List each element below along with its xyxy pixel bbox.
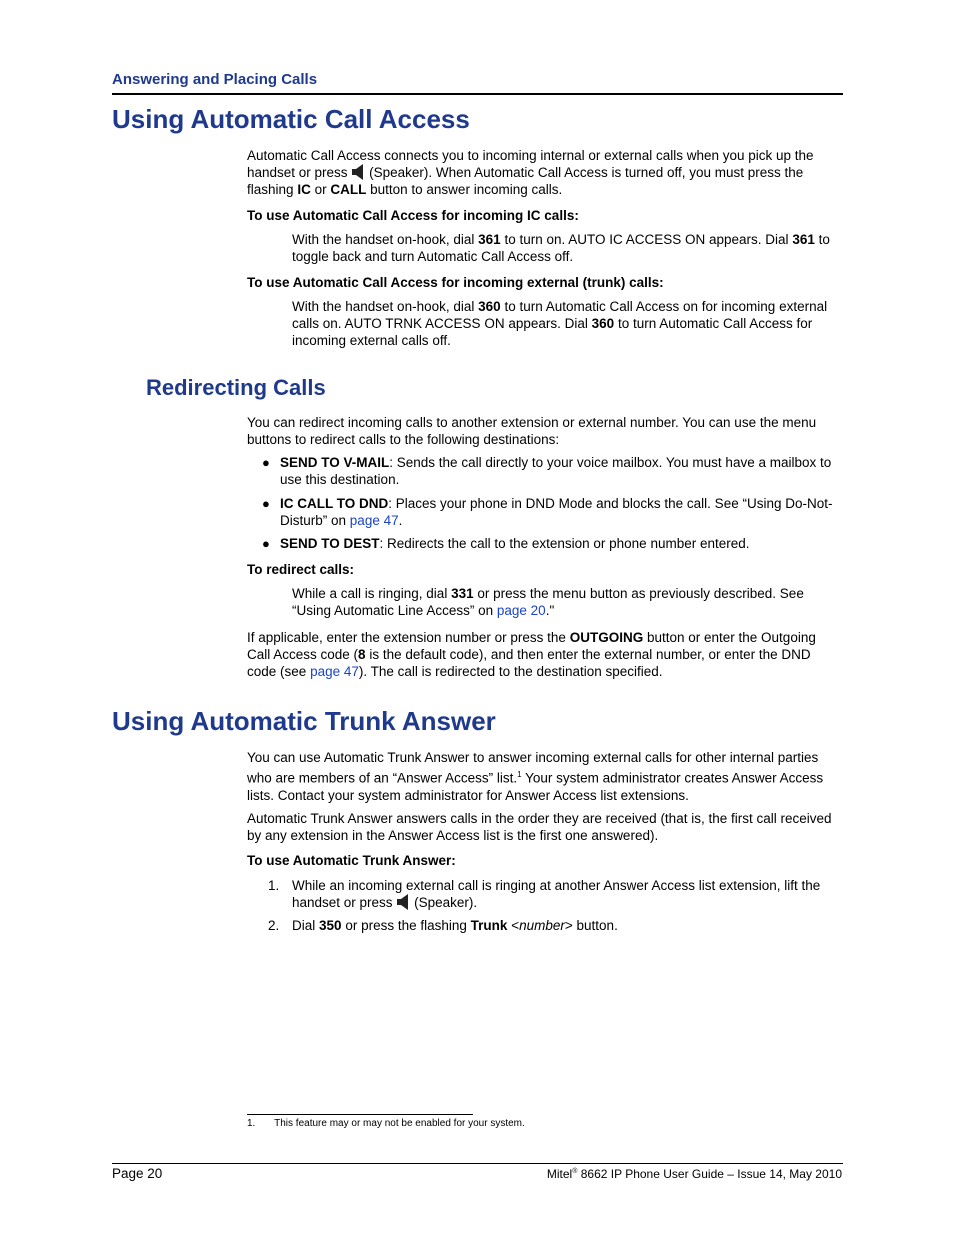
footer-title: [547, 1167, 842, 1181]
step-number: 1.: [268, 878, 280, 893]
step-2-text-c: button.: [576, 918, 618, 933]
step-2-gt: >: [564, 918, 573, 933]
procedure-ic-text: [292, 231, 844, 265]
page-47-link[interactable]: page 47: [310, 664, 359, 679]
intro-text-1: Automatic Call Access connects you to incoming internal or external calls when you pick up the handset or press: [247, 148, 814, 180]
outgoing-key: OUTGOING: [569, 630, 644, 645]
procedure-heading-redirect: To redirect calls:: [247, 562, 355, 577]
procedure-external-text: [292, 298, 844, 349]
section-title-auto-trunk-answer: Using Automatic Trunk Answer: [112, 706, 496, 736]
redirect-text-1: While a call is ringing, dial: [292, 586, 448, 601]
page-number: Page 20: [112, 1166, 163, 1181]
outgoing-code: 8: [358, 647, 366, 662]
ext-text-2: to turn Automatic Call Access on for incoming external calls on. AUTO TRNK ACCESS ON appears. Dial: [292, 299, 828, 331]
step-2-lt: <: [511, 918, 520, 933]
running-header: Answering and Placing Calls: [112, 71, 318, 88]
footnote-text: This feature may or may not be enabled for your system.: [274, 1118, 525, 1129]
ic-text-2: to turn on. AUTO IC ACCESS ON appears. Dial: [504, 232, 789, 247]
footer-registered-mark: ®: [572, 1168, 578, 1175]
footnote: [247, 1118, 525, 1129]
ext-code-1: 360: [478, 299, 501, 314]
step-2-text-b: or press the flashing: [345, 918, 467, 933]
bullet-ic-call-to-dnd: [262, 495, 842, 529]
bullet-dot: ●: [262, 455, 270, 470]
footer-guide-title: 8662 IP Phone User Guide – Issue 14, May 2010: [580, 1167, 842, 1181]
redirect-code: 331: [451, 586, 474, 601]
procedure-heading-external: To use Automatic Call Access for incoming external (trunk) calls:: [247, 275, 664, 290]
auto-call-access-intro: [247, 147, 841, 198]
speaker-icon: [397, 894, 409, 910]
trunk-intro-a: You can use Automatic Trunk Answer to answer incoming external calls for other internal parties who are members of an “Answer Access” list.: [247, 750, 819, 786]
intro-end: button to answer incoming calls.: [370, 182, 563, 197]
step-2-text-a: Dial: [292, 918, 316, 933]
redirecting-outgoing-paragraph: [247, 629, 841, 680]
page-47-link[interactable]: page 47: [349, 513, 399, 528]
bullet-text: : Sends the call directly to your voice mailbox. You must have a mailbox to use this destination.: [280, 455, 832, 487]
page-20-link[interactable]: page 20: [496, 603, 546, 618]
intro-or: or: [314, 182, 327, 197]
outgoing-text-1: If applicable, enter the extension number or press the: [247, 630, 566, 645]
footnote-rule: [247, 1114, 473, 1115]
intro-ic-key: IC: [297, 182, 311, 197]
bullet-term: IC CALL TO DND: [280, 496, 389, 511]
ext-code-2: 360: [591, 316, 615, 331]
step-number: 2.: [268, 918, 280, 933]
step-1-text-b: (Speaker).: [414, 895, 478, 910]
procedure-redirect-text: [292, 585, 844, 619]
redirect-text-2: or press the menu button as previously described. See “Using Automatic Line Access” on: [292, 586, 804, 618]
outgoing-text-4: ). The call is redirected to the destination specified.: [358, 664, 663, 679]
redirecting-intro: You can redirect incoming calls to another extension or external number. You can use the menu buttons to redirect calls to the following destinations:: [247, 415, 817, 447]
step-2-trunk-key: Trunk: [470, 918, 508, 933]
step-2: [268, 917, 843, 934]
step-1-text-a: While an incoming external call is ringing at another Answer Access list extension, lift the handset or press: [292, 878, 821, 910]
footer-rule: [112, 1163, 843, 1164]
bullet-after: .: [398, 513, 403, 528]
step-2-code: 350: [319, 918, 342, 933]
ic-text-3: to toggle back and turn Automatic Call Access off.: [292, 232, 830, 264]
trunk-intro-b: Your system administrator creates Answer Access lists. Contact your system administrator for Answer Access list extensions.: [247, 770, 824, 803]
bullet-text: : Redirects the call to the extension or phone number entered.: [379, 536, 750, 551]
step-1: [268, 877, 843, 911]
ext-text-3: to turn Automatic Call Access for incoming external calls off.: [292, 316, 813, 348]
outgoing-text-2: button or enter the Outgoing Call Access code (: [247, 630, 816, 662]
ic-code-2: 361: [792, 232, 815, 247]
bullet-term: SEND TO DEST: [280, 536, 380, 551]
ext-text-1: With the handset on-hook, dial: [292, 299, 475, 314]
trunk-answer-intro: [247, 749, 841, 804]
procedure-heading-trunk: To use Automatic Trunk Answer:: [247, 853, 456, 868]
speaker-icon: [352, 164, 364, 180]
section-title-auto-call-access: Using Automatic Call Access: [112, 104, 470, 134]
ic-text-1: With the handset on-hook, dial: [292, 232, 475, 247]
bullet-dot: ●: [262, 536, 270, 551]
intro-text-2: (Speaker). When Automatic Call Access is turned off, you must press the flashing: [247, 165, 804, 197]
procedure-heading-ic: To use Automatic Call Access for incoming IC calls:: [247, 208, 579, 223]
bullet-send-to-vmail: [262, 454, 842, 488]
footer-brand: Mitel: [546, 1167, 573, 1181]
ic-code-1: 361: [478, 232, 501, 247]
intro-call-key: CALL: [330, 182, 367, 197]
step-2-number: number: [519, 918, 565, 933]
redirect-end: .": [545, 603, 555, 618]
section-title-redirecting: Redirecting Calls: [146, 375, 326, 400]
bullet-dot: ●: [262, 496, 270, 511]
footnote-ref[interactable]: 1: [517, 770, 522, 779]
bullet-send-to-dest: [262, 535, 842, 552]
trunk-answer-order-paragraph: Automatic Trunk Answer answers calls in the order they are received (that is, the first call received by any extension in the Answer Access list is the first one answered).: [247, 811, 832, 843]
bullet-text: : Places your phone in DND Mode and blocks the call. See “Using Do-Not-Disturb” on: [280, 496, 833, 528]
footnote-number: 1.: [247, 1118, 256, 1129]
header-rule: [112, 93, 843, 95]
outgoing-text-3: is the default code), and then enter the external number, or enter the DND code (see: [247, 647, 811, 679]
bullet-term: SEND TO V-MAIL: [280, 455, 390, 470]
